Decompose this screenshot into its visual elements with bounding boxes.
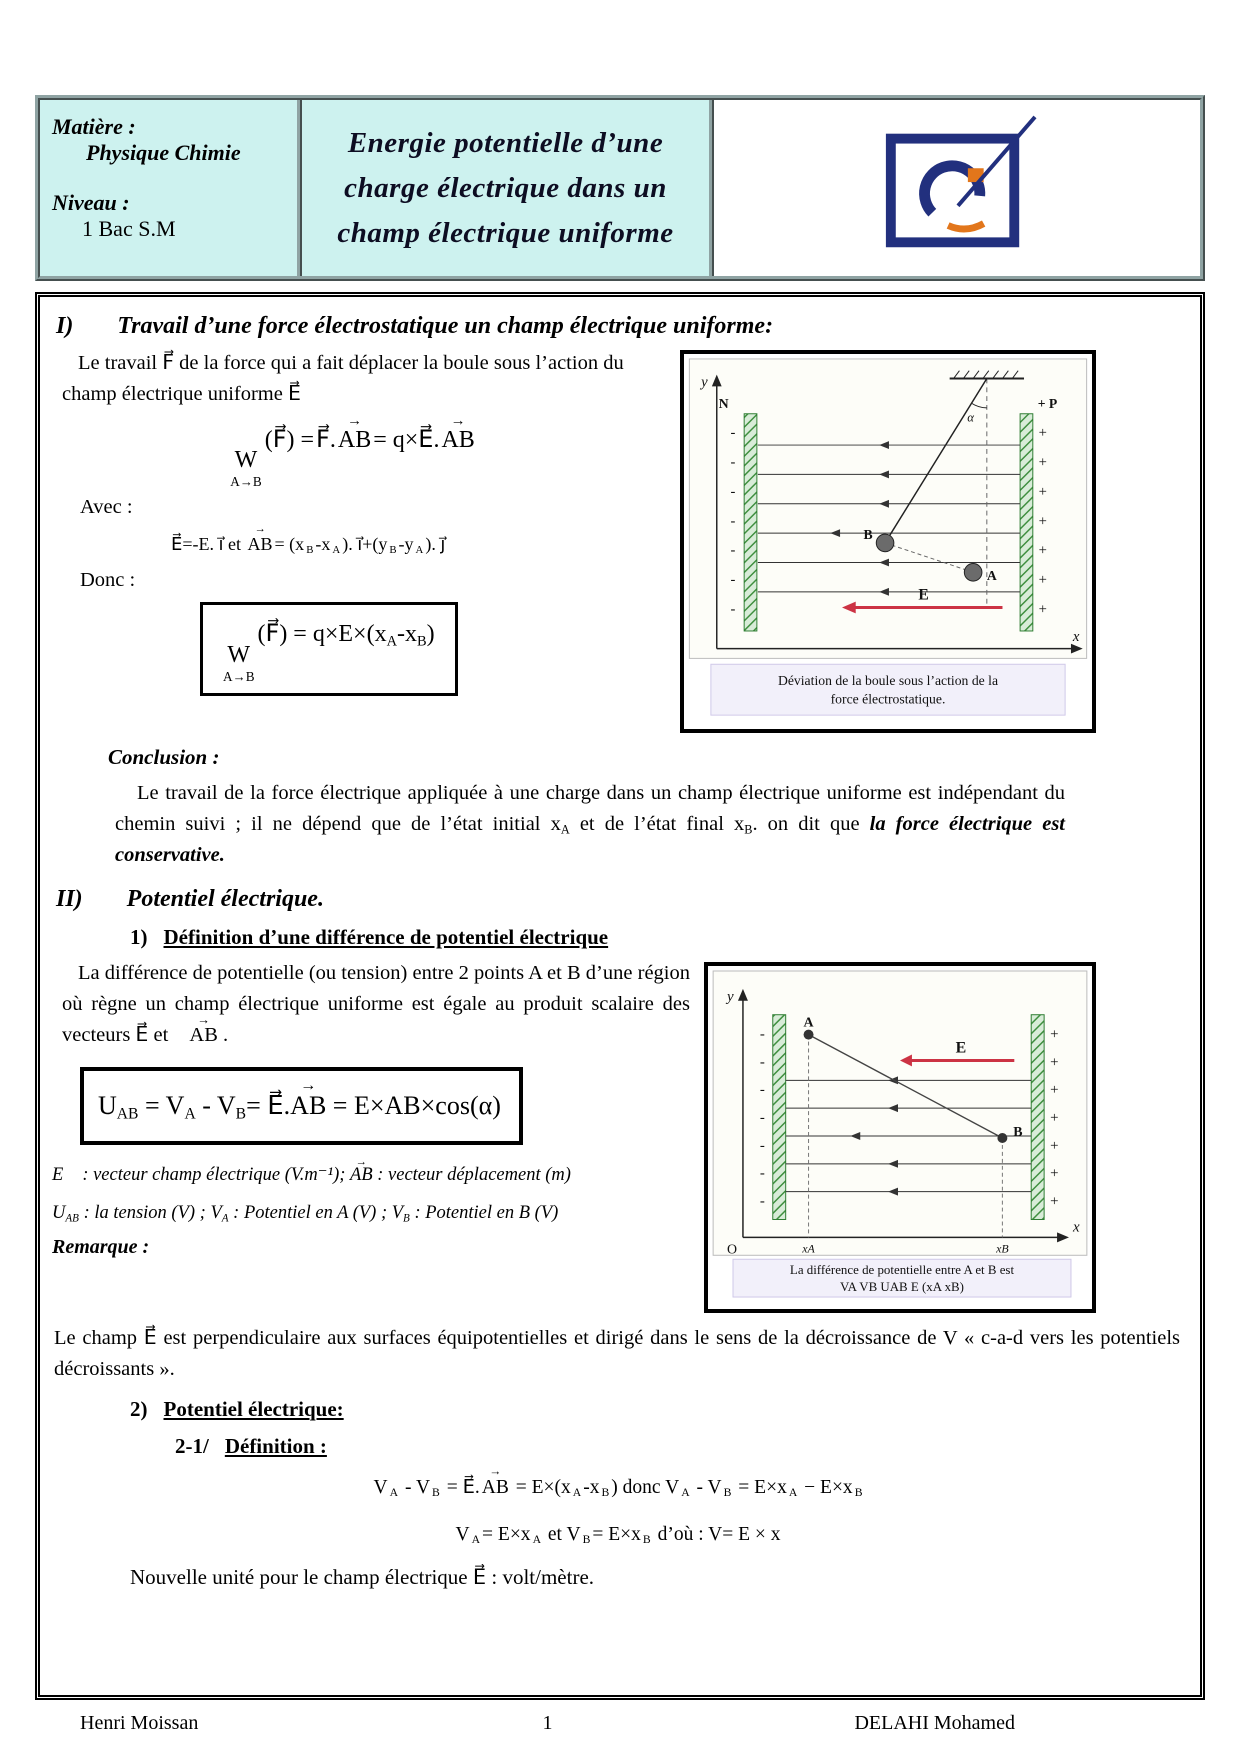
formula-work-result-box: W A→B (F⃗) = q×E×(xA-xB) [200,602,458,696]
subsection-2-1-number: 2-1/ [175,1433,209,1458]
svg-text:-: - [730,572,736,589]
avec-label: Avec : [80,496,133,519]
svg-text:-: - [759,1054,765,1071]
point-b [997,1133,1007,1143]
xa-tick-label: xA [802,1241,815,1256]
plate-n-label: N [718,395,729,411]
section-1-left-column [52,348,652,702]
x-axis-label: x [1072,628,1080,645]
figure-caption [733,1260,1071,1298]
svg-text:-: - [730,601,736,618]
footer-page-number: 1 [542,1712,553,1734]
matiere-value: Physique Chimie [86,140,241,165]
figure-potential [704,962,1096,1313]
formula-components: E⃗=-E. i⃗ et → AB = (x B -x A ). i⃗+(y B -y A ). j⃗ [170,527,652,561]
point-a [804,1030,814,1040]
svg-text:+: + [1038,483,1047,500]
remarque-label: Remarque : [52,1236,150,1259]
header-course-cell [40,100,302,276]
svg-text:+: + [1050,1193,1059,1210]
formula-potential: V A = E×x A et V B = E×x B d’où : V= E × x [455,1523,781,1547]
title-line-1: Energie potentielle d’une [347,126,664,159]
donc-label: Donc : [80,569,136,592]
angle-label: α [967,410,974,425]
title-line-2: charge électrique dans un [344,171,667,204]
content-frame [35,292,1205,1700]
svg-text:-: - [759,1026,765,1043]
section-2-title: Potentiel électrique. [126,886,324,913]
xb-tick-label: xB [996,1241,1009,1256]
work-symbol: W A→B [223,641,255,684]
formula-potential-difference: V A - V B = E⃗. → AB = E×(x A -x B ) donc V A - V B = E×x A − E×x B [52,1469,1184,1506]
matiere-label: Matière : [52,114,136,139]
svg-text:+: + [1050,1165,1059,1182]
pendulum-diagram [687,357,1089,721]
subsection-2-1-title: Définition : [224,1433,327,1458]
svg-text:+: + [1050,1054,1059,1071]
field-vector-label: E⃗ [918,586,941,604]
unit-note: Nouvelle unité pour le champ électrique E⃗ : volt/mètre. [130,1564,595,1589]
ball-b [876,534,894,552]
figure-caption [711,664,1065,715]
ball-b-label: B [863,527,873,542]
svg-text:+: + [1050,1082,1059,1099]
section-2-heading [56,886,1184,913]
definition-paragraph: La différence de potentielle (ou tension) entre 2 points A et B d’une région où règne un champ électrique uniforme est égale au produit scalaire des vecteurs E⃗ et → AB . [62,958,697,1050]
subsection-2-title: Potentiel électrique: [163,1396,344,1421]
niveau-label: Niveau : [52,190,130,215]
potential-diagram [711,969,1089,1301]
logo-cell [714,100,1200,276]
conclusion-paragraph: Le travail de la force électrique appliquée à une charge dans un champ électrique uniforme est indépendant du chemin suivi ; il ne dépend que de l’état initial xA et de l’état final xB. on dit que la force électrique est conservative. [115,782,1065,866]
caption-line-2: force électrostatique. [830,691,946,707]
school-logo [862,109,1052,267]
subsection-1-number: 1) [130,925,148,950]
legend-tension: UAB : la tension (V) ; VA : Potentiel en A (V) ; VB : Potentiel en B (V) [52,1202,559,1225]
section-2-number: II) [56,886,83,913]
section-1-title: Travail d’une force électrostatique un champ électrique uniforme: [117,313,774,339]
svg-text:-: - [759,1110,765,1127]
field-vector-label: E⃗ [955,1039,979,1057]
formula-work-dot-product: W A→B (F⃗) =F⃗.→ AB= q×E⃗.→ AB [52,418,652,489]
svg-text:+: + [1038,425,1047,442]
point-b-label: B [1013,1125,1023,1141]
subsection-1-title: Définition d’une différence de potentiel électrique [163,925,609,950]
svg-text:-: - [759,1193,765,1210]
niveau-value: 1 Bac S.M [82,216,176,241]
svg-text:+: + [1038,572,1047,589]
subsection-2-number: 2) [130,1396,148,1421]
subsection-2-1-heading [175,1434,1184,1459]
caption-line-1: Déviation de la boule sous l’action de la [777,672,999,688]
page-footer [80,1712,1015,1735]
svg-text:-: - [730,454,736,471]
footer-left: Henri Moissan [80,1712,199,1734]
ball-a [964,563,982,581]
svg-text:+: + [1038,601,1047,618]
header-table [35,95,1205,281]
ball-a-label: A [986,568,997,584]
svg-text:-: - [759,1082,765,1099]
svg-text:+: + [1050,1026,1059,1043]
intro-paragraph: Le travail F⃗ de la force qui a fait déplacer la boule sous l’action du champ électrique uniforme E⃗ [62,352,624,405]
svg-text:+: + [1038,513,1047,530]
y-axis-label: y [727,989,734,1006]
conclusion-label: Conclusion : [108,745,220,769]
remarque-paragraph: Le champ E⃗ est perpendiculaire aux surfaces équipotentielles et dirigé dans le sens de la décroissance de V « c-a-d vers les potentiels décroissants ». [54,1327,1180,1380]
section-1-heading [56,313,1184,340]
svg-text:+: + [1038,542,1047,559]
svg-text:-: - [759,1138,765,1155]
title-line-3: champ électrique uniforme [337,216,674,249]
document-title [302,100,714,276]
legend-vectors: E⃗ : vecteur champ électrique (V.m⁻¹); → AB : vecteur déplacement (m) [52,1161,697,1191]
plate-p-label: + P [1037,395,1058,411]
svg-text:+: + [1038,454,1047,471]
svg-text:-: - [730,425,736,442]
figure-pendulum [680,350,1096,733]
svg-text:+: + [1050,1138,1059,1155]
y-axis-label: y [701,374,708,391]
subsection-2-heading [130,1397,1184,1422]
point-a-label: A [803,1015,814,1031]
caption-line-1: La différence de potentielle entre A et B est [789,1262,1015,1278]
section-1-number: I) [56,313,74,339]
section-2-left-column [52,958,697,1259]
formula-tension-box: UAB = VA - VB= E⃗.→ AB = E×AB×cos(α) [80,1067,523,1146]
svg-text:-: - [730,513,736,530]
caption-line-2: VA VB UAB E (xA xB) [840,1279,964,1295]
svg-text:-: - [730,542,736,559]
svg-text:+: + [1050,1110,1059,1127]
x-axis-label: x [1072,1219,1080,1236]
origin-label: O [727,1242,738,1258]
footer-right: DELAHI Mohamed [854,1712,1015,1734]
work-symbol: W A→B [230,446,262,489]
svg-text:-: - [759,1165,765,1182]
svg-text:-: - [730,483,736,500]
subsection-1-heading [130,925,1184,950]
